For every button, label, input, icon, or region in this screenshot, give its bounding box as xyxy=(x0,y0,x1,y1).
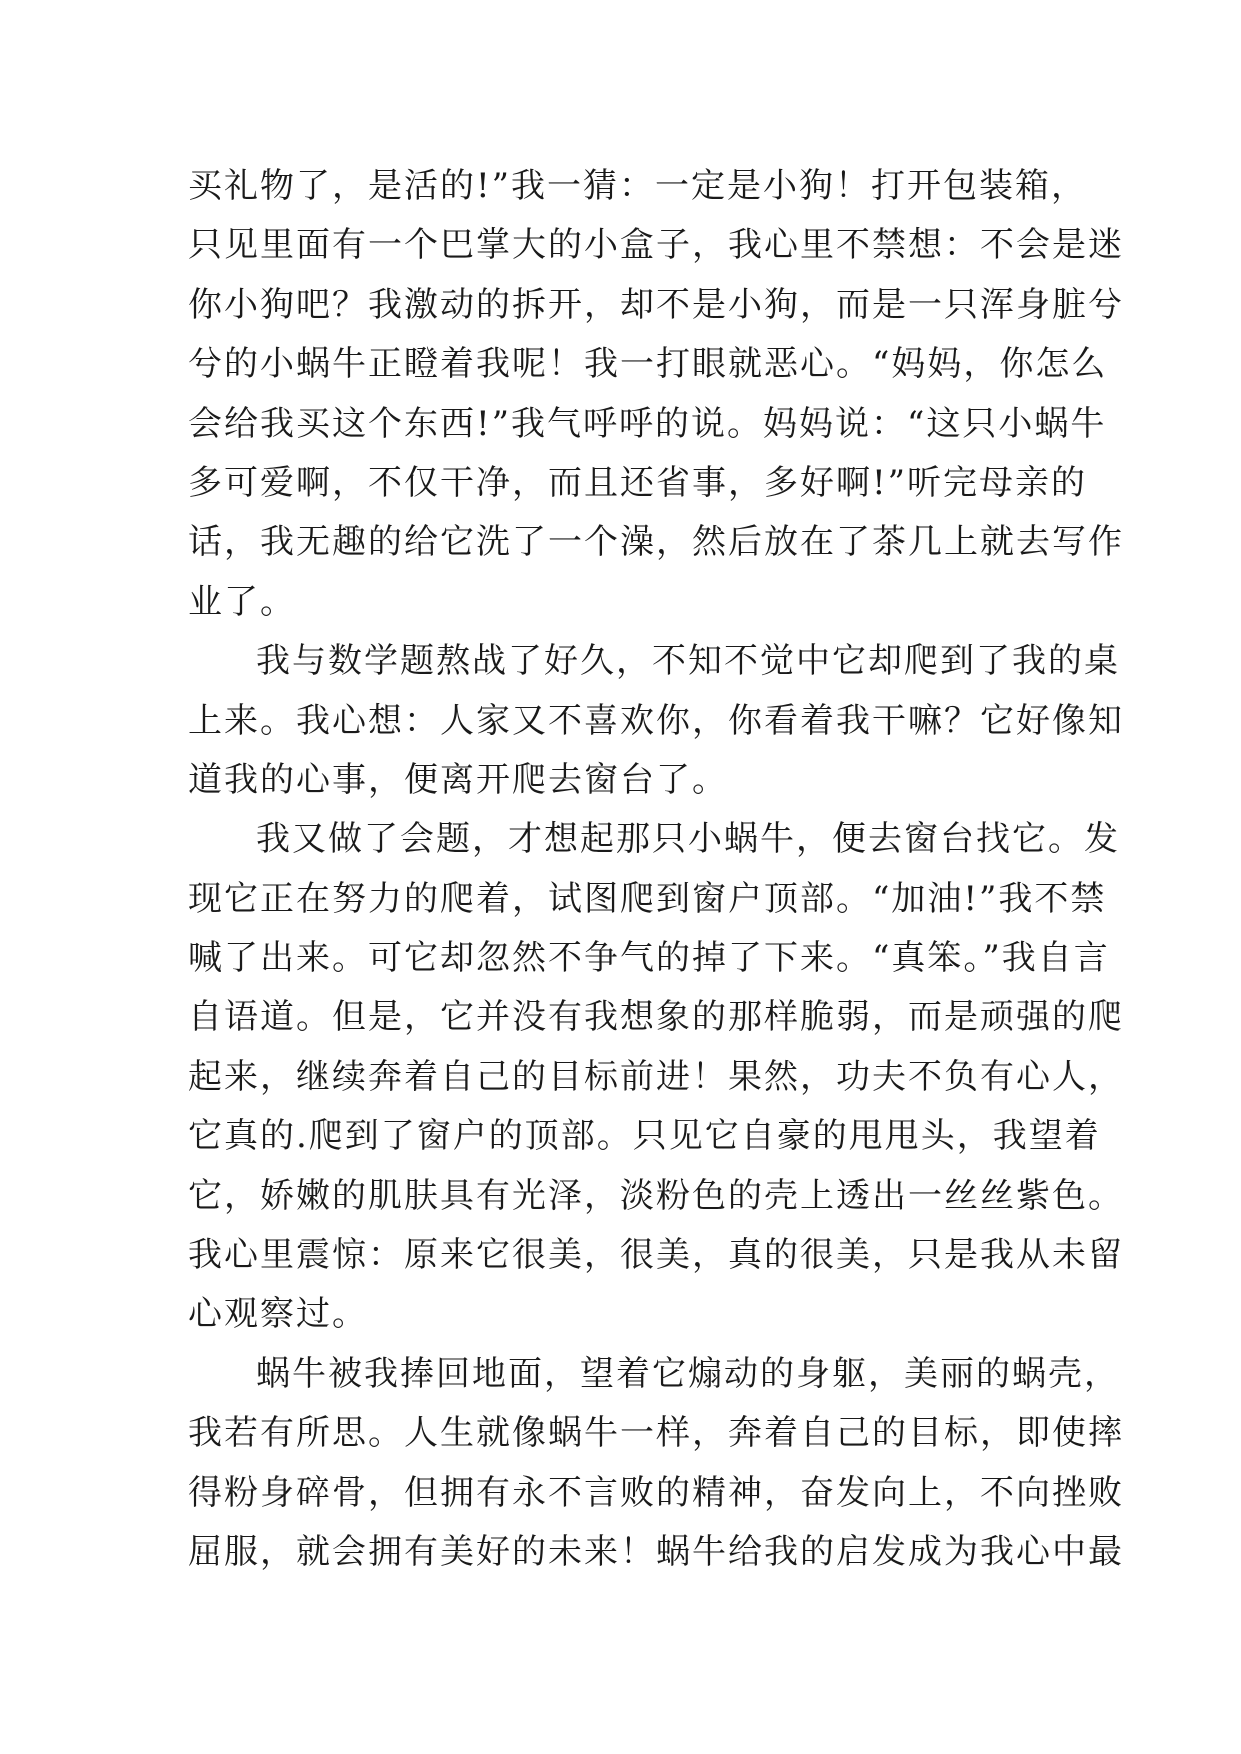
text-line: 起来，继续奔着自己的目标前进！果然，功夫不负有心人， xyxy=(188,1056,1124,1097)
text-line: 喊了出来。可它却忽然不争气的掉了下来。“真笨。”我自言 xyxy=(188,938,1110,979)
text-line: 多可爱啊，不仅干净，而且还省事，多好啊!”听完母亲的 xyxy=(188,462,1088,503)
paragraph-start-line: 蜗牛被我捧回地面，望着它煽动的身躯，美丽的蜗壳， xyxy=(256,1353,1120,1394)
text-line: 得粉身碎骨，但拥有永不言败的精神，奋发向上，不向挫败 xyxy=(188,1472,1124,1513)
text-line: 道我的心事，便离开爬去窗台了。 xyxy=(188,759,728,800)
text-line: 我若有所思。人生就像蜗牛一样，奔着自己的目标，即使摔 xyxy=(188,1413,1124,1454)
text-line: 它，娇嫩的肌肤具有光泽，淡粉色的壳上透出一丝丝紫色。 xyxy=(188,1175,1124,1216)
text-line: 我心里震惊：原来它很美，很美，真的很美，只是我从未留 xyxy=(188,1235,1124,1276)
text-line: 心观察过。 xyxy=(188,1294,368,1335)
paragraph-start-line: 我与数学题熬战了好久，不知不觉中它却爬到了我的桌 xyxy=(256,641,1120,682)
paragraph-start-line: 我又做了会题，才想起那只小蜗牛，便去窗台找它。发 xyxy=(256,819,1120,860)
text-line: 业了。 xyxy=(188,581,296,622)
text-line: 现它正在努力的爬着，试图爬到窗户顶部。“加油!”我不禁 xyxy=(188,878,1107,919)
text-line: 会给我买这个东西!”我气呼呼的说。妈妈说：“这只小蜗牛 xyxy=(188,403,1107,444)
text-line: 话，我无趣的给它洗了一个澡，然后放在了茶几上就去写作 xyxy=(188,522,1124,563)
essay-body xyxy=(188,157,1124,1582)
text-line: 屈服，就会拥有美好的未来！蜗牛给我的启发成为我心中最 xyxy=(188,1531,1124,1572)
text-line: 买礼物了，是活的!”我一猜：一定是小狗！打开包装箱， xyxy=(188,166,1088,206)
text-line: 它真的.爬到了窗户的顶部。只见它自豪的甩甩头，我望着 xyxy=(188,1116,1101,1157)
text-line: 兮的小蜗牛正瞪着我呢！我一打眼就恶心。“妈妈，你怎么 xyxy=(188,344,1108,385)
text-line: 只见里面有一个巴掌大的小盒子，我心里不禁想：不会是迷 xyxy=(188,225,1124,266)
text-line: 上来。我心想：人家又不喜欢你，你看着我干嘛？它好像知 xyxy=(188,700,1124,741)
text-line: 自语道。但是，它并没有我想象的那样脆弱，而是顽强的爬 xyxy=(188,997,1124,1038)
text-line: 你小狗吧？我激动的拆开，却不是小狗，而是一只浑身脏兮 xyxy=(188,284,1124,325)
